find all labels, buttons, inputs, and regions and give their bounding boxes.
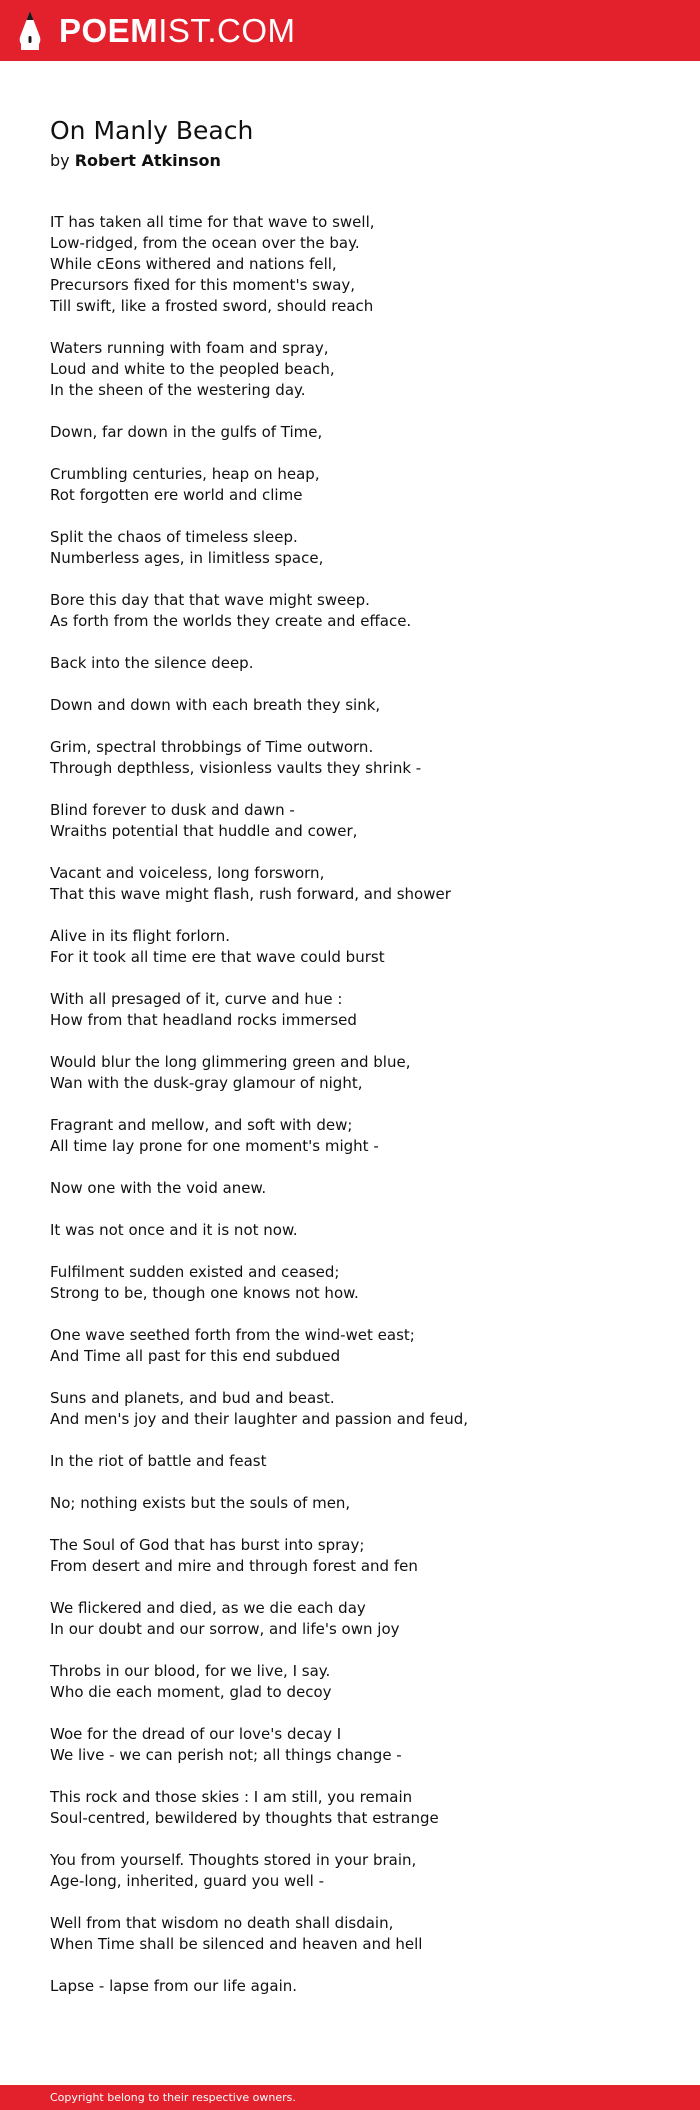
poem-line: Low-ridged, from the ocean over the bay. <box>50 234 360 252</box>
byline-prefix: by <box>50 151 70 170</box>
poem-line: While cEons withered and nations fell, <box>50 255 337 273</box>
logo-text-bold: POEM <box>59 12 159 49</box>
pen-nib-icon <box>17 10 43 52</box>
poem-line: No; nothing exists but the souls of men, <box>50 1494 351 1512</box>
poem-stanza <box>50 863 670 905</box>
poem-line: As forth from the worlds they create and efface. <box>50 612 412 630</box>
poem-stanza <box>50 1493 670 1514</box>
poem-line: And men's joy and their laughter and passion and feud, <box>50 1410 468 1428</box>
poem-line: How from that headland rocks immersed <box>50 1011 357 1029</box>
poem-stanza <box>50 1850 670 1892</box>
poem-stanza <box>50 653 670 674</box>
poem-stanza <box>50 1388 670 1430</box>
poem-stanza <box>50 464 670 506</box>
site-logo[interactable] <box>17 10 296 52</box>
poem-line: IT has taken all time for that wave to swell, <box>50 213 375 231</box>
poem-stanza <box>50 1598 670 1640</box>
poem-line: Waters running with foam and spray, <box>50 339 329 357</box>
poem-line: From desert and mire and through forest and fen <box>50 1557 418 1575</box>
poem-line: One wave seethed forth from the wind-wet east; <box>50 1326 415 1344</box>
poem-line: Age-long, inherited, guard you well - <box>50 1872 324 1890</box>
poem-line: Precursors fixed for this moment's sway, <box>50 276 356 294</box>
poem-line: Lapse - lapse from our life again. <box>50 1977 298 1995</box>
poem-line: With all presaged of it, curve and hue : <box>50 990 343 1008</box>
poem-title: On Manly Beach <box>50 116 254 145</box>
poem-line: We flickered and died, as we die each day <box>50 1599 366 1617</box>
poem-line: Bore this day that that wave might sweep. <box>50 591 370 609</box>
poem-line: Alive in its flight forlorn. <box>50 927 230 945</box>
poem-stanza <box>50 1220 670 1241</box>
poem-stanza <box>50 926 670 968</box>
poem-stanza <box>50 989 670 1031</box>
poem-container <box>50 114 670 2018</box>
poem-line: Down, far down in the gulfs of Time, <box>50 423 323 441</box>
poem-line: Fulfilment sudden existed and ceased; <box>50 1263 340 1281</box>
poem-stanza <box>50 695 670 716</box>
poem-stanza <box>50 422 670 443</box>
poem-line: That this wave might flash, rush forward, and shower <box>50 885 451 903</box>
poem-line: Back into the silence deep. <box>50 654 254 672</box>
poem-stanza <box>50 1325 670 1367</box>
poem-stanza <box>50 1976 670 1997</box>
poem-line: Fragrant and mellow, and soft with dew; <box>50 1116 353 1134</box>
site-footer <box>0 2085 700 2110</box>
poem-stanza <box>50 527 670 569</box>
poem-line: This rock and those skies : I am still, you remain <box>50 1788 413 1806</box>
poem-line: Vacant and voiceless, long forsworn, <box>50 864 325 882</box>
poem-line: Would blur the long glimmering green and blue, <box>50 1053 411 1071</box>
poem-stanza <box>50 1262 670 1304</box>
copyright-text: Copyright belong to their respective owners. <box>50 2091 296 2104</box>
poem-stanza <box>50 737 670 779</box>
poem-stanza <box>50 1787 670 1829</box>
poem-line: Woe for the dread of our love's decay I <box>50 1725 342 1743</box>
poem-line: Crumbling centuries, heap on heap, <box>50 465 320 483</box>
poem-line: Through depthless, visionless vaults they shrink - <box>50 759 422 777</box>
poem-line: Strong to be, though one knows not how. <box>50 1284 359 1302</box>
poem-stanza <box>50 800 670 842</box>
poem-stanza <box>50 1451 670 1472</box>
poem-line: You from yourself. Thoughts stored in your brain, <box>50 1851 417 1869</box>
poem-line: Well from that wisdom no death shall disdain, <box>50 1914 394 1932</box>
poem-line: In the riot of battle and feast <box>50 1452 267 1470</box>
poem-byline <box>50 150 670 172</box>
poem-stanza <box>50 1178 670 1199</box>
poem-line: Till swift, like a frosted sword, should reach <box>50 297 374 315</box>
poem-line: For it took all time ere that wave could burst <box>50 948 385 966</box>
poem-body <box>50 212 670 1997</box>
poem-line: It was not once and it is not now. <box>50 1221 298 1239</box>
poem-stanza <box>50 1661 670 1703</box>
poem-line: In the sheen of the westering day. <box>50 381 306 399</box>
poem-line: We live - we can perish not; all things change - <box>50 1746 402 1764</box>
poem-stanza <box>50 1724 670 1766</box>
poem-line: All time lay prone for one moment's might - <box>50 1137 379 1155</box>
poem-line: Down and down with each breath they sink, <box>50 696 381 714</box>
poem-line: Blind forever to dusk and dawn - <box>50 801 295 819</box>
poem-line: Split the chaos of timeless sleep. <box>50 528 298 546</box>
poem-line: When Time shall be silenced and heaven and hell <box>50 1935 423 1953</box>
poem-line: Soul-centred, bewildered by thoughts that estrange <box>50 1809 439 1827</box>
poem-line: The Soul of God that has burst into spray; <box>50 1536 365 1554</box>
poem-line: Rot forgotten ere world and clime <box>50 486 303 504</box>
site-logo-text <box>59 10 296 52</box>
poem-line: Now one with the void anew. <box>50 1179 267 1197</box>
poem-stanza <box>50 590 670 632</box>
poem-line: Suns and planets, and bud and beast. <box>50 1389 335 1407</box>
poem-line: Wraiths potential that huddle and cower, <box>50 822 358 840</box>
site-header <box>0 0 700 61</box>
poem-stanza <box>50 1535 670 1577</box>
poem-line: Wan with the dusk-gray glamour of night, <box>50 1074 363 1092</box>
logo-text-light: IST.COM <box>158 12 296 49</box>
poem-author: Robert Atkinson <box>74 151 221 170</box>
poem-line: In our doubt and our sorrow, and life's own joy <box>50 1620 400 1638</box>
poem-line: Throbs in our blood, for we live, I say. <box>50 1662 331 1680</box>
poem-line: Grim, spectral throbbings of Time outworn. <box>50 738 374 756</box>
poem-stanza <box>50 212 670 317</box>
poem-line: Who die each moment, glad to decoy <box>50 1683 332 1701</box>
poem-stanza <box>50 338 670 401</box>
poem-line: And Time all past for this end subdued <box>50 1347 341 1365</box>
poem-stanza <box>50 1052 670 1094</box>
poem-stanza <box>50 1913 670 1955</box>
poem-line: Loud and white to the peopled beach, <box>50 360 335 378</box>
poem-stanza <box>50 1115 670 1157</box>
poem-line: Numberless ages, in limitless space, <box>50 549 324 567</box>
